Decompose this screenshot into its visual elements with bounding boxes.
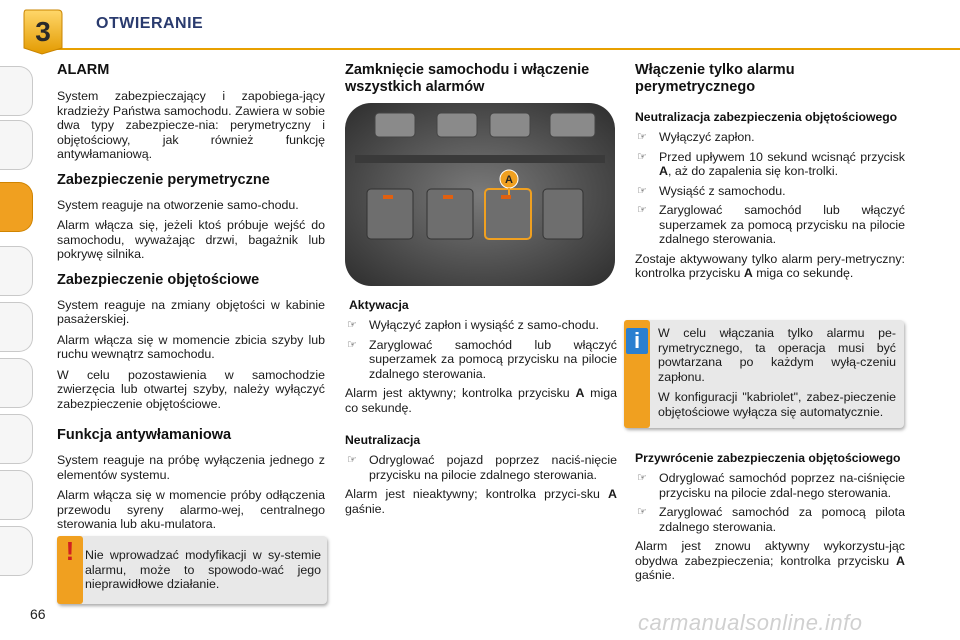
side-tab-5[interactable] bbox=[0, 302, 33, 352]
perimeter-title: Zabezpieczenie perymetryczne bbox=[57, 171, 270, 188]
bullet-hand-icon: ☞ bbox=[637, 150, 647, 163]
bullet-hand-icon: ☞ bbox=[637, 506, 647, 518]
restore-result: Alarm jest znowu aktywny wykorzystu-jąc obydwa zabezpieczenia; kontrolka przycisku A gaśnie. bbox=[635, 539, 905, 582]
volumetric-title: Zabezpieczenie objętościowe bbox=[57, 271, 260, 288]
antitheft-title: Funkcja antywłamaniowa bbox=[57, 427, 232, 443]
neutral-step-1: ☞ Odryglować pojazd poprzez naciś-nięcie przycisku na pilocie zdalnego sterowania. bbox=[347, 453, 617, 482]
chapter-title: OTWIERANIE bbox=[96, 15, 204, 32]
antitheft-text-1: System reaguje na próbę wyłączenia jednego z elementów systemu. bbox=[57, 453, 325, 482]
bullet-hand-icon: ☞ bbox=[637, 472, 647, 484]
chapter-badge-icon bbox=[22, 8, 64, 56]
bullet-hand-icon: ☞ bbox=[347, 338, 357, 351]
recirculation-button[interactable] bbox=[490, 113, 530, 137]
volumetric-text-2: Alarm włącza się w momencie zbicia szyby lub ruchu wewnątrz samochodu. bbox=[57, 332, 325, 361]
activation-step-2: ☞ Zaryglować samochód lub włączyć superzamek za pomocą przycisku na pilocie zdalnego sterowania. bbox=[347, 337, 617, 381]
perimeter-result: Zostaje aktywowany tylko alarm pery-metryczny: kontrolka przycisku A miga co sekundę. bbox=[635, 251, 905, 280]
alarm-text: System zabezpieczający i zapobiega-jący kradzieży Państwa samochodu. Zawiera w sobie dwa typy zabezpiecze-nia: perymetryczny i objętościowy, jak również funkcję antywłamaniową. bbox=[57, 89, 325, 161]
bullet-hand-icon: ☞ bbox=[637, 204, 647, 216]
side-tab-6[interactable] bbox=[0, 358, 33, 408]
warning-note bbox=[57, 536, 327, 604]
side-tab-9[interactable] bbox=[0, 526, 33, 576]
restore-title: Przywrócenie zabezpieczenia objętościowego bbox=[635, 451, 901, 465]
side-tab-1[interactable] bbox=[0, 66, 33, 116]
volumetric-text-3: W celu pozostawienia w samochodzie zwierzęcia lub otwartej szyby, należy wyłączyć zabezpieczenie objętościowe. bbox=[57, 367, 325, 411]
side-tab-4[interactable] bbox=[0, 246, 33, 296]
perimeter-text-2: Alarm włącza się, jeżeli ktoś próbuje wejść do samochodu, wyważając drzwi, bagażnik lub pokrywę silnika. bbox=[57, 218, 325, 261]
chapter-number: 3 bbox=[35, 16, 51, 47]
warning-text: Nie wprowadzać modyfikacji w sy-stemie alarmu, może to spowodo-wać jego nieprawidłowe działanie. bbox=[85, 548, 321, 591]
blank-button[interactable] bbox=[543, 189, 583, 239]
perimeter-text-1: System reaguje na otworzenie samo-chodu. bbox=[57, 197, 299, 212]
info-icon: i bbox=[626, 328, 648, 354]
warning-icon: ! bbox=[65, 536, 75, 566]
restore-step-2: ☞ Zaryglować samochód za pomocą pilota zdalnego sterowania. bbox=[637, 505, 905, 534]
neutral-vol-title: Neutralizacja zabezpieczenia objętościowego bbox=[635, 110, 898, 124]
side-tab-8[interactable] bbox=[0, 470, 33, 520]
photo-label-a: A bbox=[505, 174, 513, 186]
activation-title: Aktywacja bbox=[349, 298, 409, 312]
restore-step-1: ☞ Odryglować samochód poprzez na-ciśnięcie przycisku na pilocie zdal-nego sterowania. bbox=[637, 471, 905, 500]
column-lock-all-body bbox=[345, 298, 617, 522]
climate-button[interactable] bbox=[550, 113, 595, 137]
front-defrost-button[interactable] bbox=[437, 113, 477, 137]
bullet-hand-icon: ☞ bbox=[637, 131, 647, 143]
column-alarm bbox=[57, 62, 325, 538]
side-tab-3-active[interactable] bbox=[0, 182, 33, 232]
bullet-hand-icon: ☞ bbox=[347, 319, 357, 331]
perimeter-step-3: ☞ Wysiąść z samochodu. bbox=[637, 183, 786, 198]
activation-result: Alarm jest aktywny; kontrolka przycisku A miga co sekundę. bbox=[345, 386, 617, 415]
info-text bbox=[658, 326, 896, 425]
activation-step-1: ☞ Wyłączyć zapłon i wysiąść z samo-chodu. bbox=[347, 318, 599, 332]
header-rule bbox=[40, 48, 960, 50]
antitheft-text-2: Alarm włącza się w momencie próby odłączenia przewodu syreny alarmo-wej, centralnego sterowania lub aku-mulatora. bbox=[57, 488, 325, 531]
volumetric-text-1: System reaguje na zmiany objętości w kabinie pasażerskiej. bbox=[57, 297, 325, 326]
lock-all-title: Zamknięcie samochodu i włączenie wszystkich alarmów bbox=[345, 62, 590, 95]
bullet-hand-icon: ☞ bbox=[347, 454, 357, 466]
perimeter-only-title: Włączenie tylko alarmu perymetrycznego bbox=[635, 62, 795, 95]
watermark: carmanualsonline.info bbox=[638, 610, 863, 635]
bullet-hand-icon: ☞ bbox=[637, 184, 647, 197]
perimeter-step-4: ☞ Zaryglować samochód lub włączyć superzamek za pomocą przycisku na pilocie zdalnego sterowania. bbox=[637, 203, 905, 246]
column-lock-all bbox=[345, 62, 617, 96]
side-tab-2[interactable] bbox=[0, 120, 33, 170]
alarm-title: ALARM bbox=[57, 62, 110, 78]
info-note bbox=[624, 320, 904, 428]
info-text-1: W celu włączania tylko alarmu pe-rymetrycznego, ta operacja musi być powtarzana po każdym wyłą-czeniu zapłonu. bbox=[658, 326, 896, 384]
column-perimeter-only bbox=[635, 62, 905, 287]
rear-defrost-button[interactable] bbox=[375, 113, 415, 137]
column-restore bbox=[635, 451, 905, 589]
page-number: 66 bbox=[30, 606, 46, 622]
neutral-result: Alarm jest nieaktywny; kontrolka przyci-sku A gaśnie. bbox=[345, 487, 617, 516]
perimeter-step-1: ☞ Wyłączyć zapłon. bbox=[637, 130, 755, 144]
info-text-2: W konfiguracji "kabriolet", zabez-pieczenie objętościowe wyłącza się automatycznie. bbox=[658, 390, 896, 419]
perimeter-step-2: ☞ Przed upływem 10 sekund wcisnąć przycisk A, aż do zapalenia się kon-trolki. bbox=[637, 149, 905, 178]
neutral-title: Neutralizacja bbox=[345, 433, 421, 447]
console-photo bbox=[345, 103, 615, 286]
side-tab-7[interactable] bbox=[0, 414, 33, 464]
